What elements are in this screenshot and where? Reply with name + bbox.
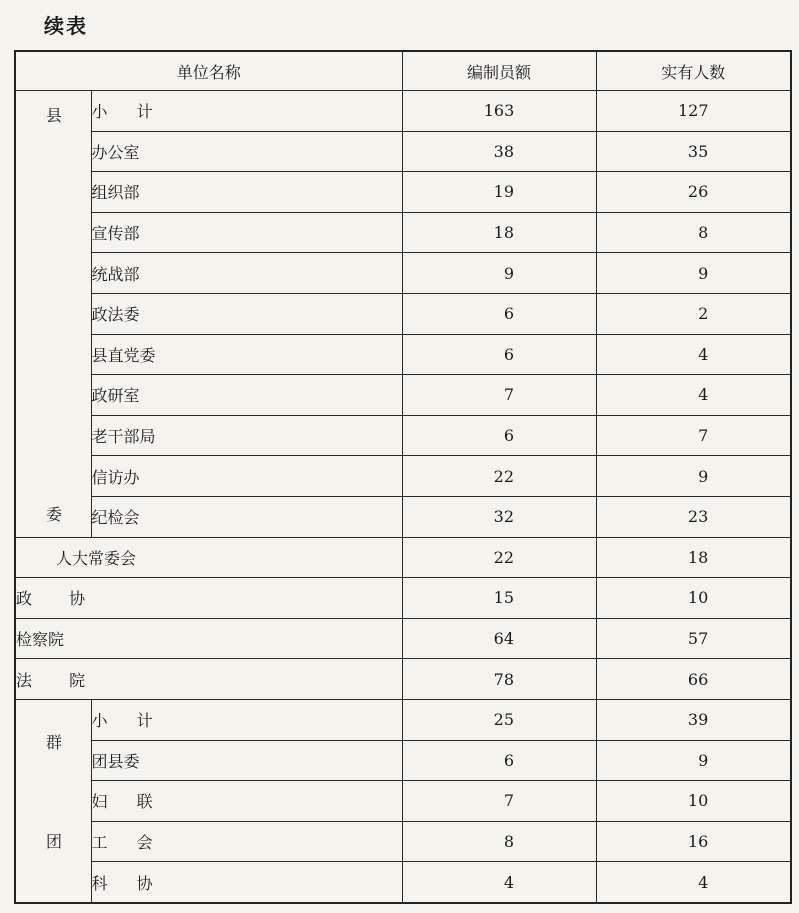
table-row <box>15 456 791 497</box>
staffing-table <box>14 50 792 904</box>
table-row <box>15 334 791 375</box>
table-header-row <box>15 51 791 91</box>
row-quota: 6 <box>402 293 596 334</box>
table-row <box>15 212 791 253</box>
group-label-mass-organizations <box>15 699 91 902</box>
row-quota: 8 <box>402 821 596 862</box>
row-actual: 57 <box>596 618 791 659</box>
row-actual: 127 <box>596 91 791 132</box>
row-name: 小 计 <box>91 91 402 132</box>
row-quota: 19 <box>402 172 596 213</box>
row-name: 政法委 <box>91 293 402 334</box>
row-actual: 39 <box>596 699 791 740</box>
row-actual: 23 <box>596 496 791 537</box>
group-label-bottom: 团 <box>46 831 63 851</box>
row-name: 科 协 <box>91 862 402 903</box>
row-quota: 163 <box>402 91 596 132</box>
table-row <box>15 253 791 294</box>
table-row <box>15 659 791 700</box>
table-row <box>15 293 791 334</box>
row-actual: 2 <box>596 293 791 334</box>
table-row <box>15 618 791 659</box>
row-actual: 4 <box>596 862 791 903</box>
page-title: 续表 <box>44 14 88 38</box>
row-name: 人大常委会 <box>15 537 402 578</box>
row-quota: 7 <box>402 375 596 416</box>
table-row <box>15 862 791 903</box>
row-quota: 38 <box>402 131 596 172</box>
table-row <box>15 131 791 172</box>
table-row <box>15 781 791 822</box>
row-quota: 32 <box>402 496 596 537</box>
row-quota: 25 <box>402 699 596 740</box>
table-row <box>15 578 791 619</box>
table-row <box>15 91 791 132</box>
row-name: 工 会 <box>91 821 402 862</box>
table-row <box>15 699 791 740</box>
header-unit-name: 单位名称 <box>15 51 402 91</box>
row-actual: 9 <box>596 740 791 781</box>
table-row <box>15 375 791 416</box>
row-name: 检察院 <box>15 618 402 659</box>
header-actual: 实有人数 <box>596 51 791 91</box>
row-quota: 64 <box>402 618 596 659</box>
row-quota: 78 <box>402 659 596 700</box>
group-label-top: 县 <box>46 106 63 125</box>
group-label-bottom: 委 <box>46 504 63 524</box>
table-row <box>15 740 791 781</box>
row-name: 老干部局 <box>91 415 402 456</box>
row-name: 县直党委 <box>91 334 402 375</box>
group-label-top: 群 <box>46 732 63 752</box>
row-actual: 9 <box>596 253 791 294</box>
row-actual: 16 <box>596 821 791 862</box>
row-name: 办公室 <box>91 131 402 172</box>
row-quota: 22 <box>402 456 596 497</box>
row-actual: 9 <box>596 456 791 497</box>
row-quota: 22 <box>402 537 596 578</box>
row-name: 组织部 <box>91 172 402 213</box>
table-row <box>15 821 791 862</box>
row-quota: 4 <box>402 862 596 903</box>
row-quota: 6 <box>402 334 596 375</box>
row-quota: 9 <box>402 253 596 294</box>
row-actual: 18 <box>596 537 791 578</box>
row-name: 政研室 <box>91 375 402 416</box>
row-name: 统战部 <box>91 253 402 294</box>
row-name: 团县委 <box>91 740 402 781</box>
row-name: 法 院 <box>15 659 402 700</box>
group-label-county-committee <box>15 91 91 538</box>
row-name: 纪检会 <box>91 496 402 537</box>
row-quota: 15 <box>402 578 596 619</box>
table-row <box>15 415 791 456</box>
row-actual: 26 <box>596 172 791 213</box>
row-name: 信访办 <box>91 456 402 497</box>
row-actual: 66 <box>596 659 791 700</box>
row-actual: 7 <box>596 415 791 456</box>
table-row <box>15 496 791 537</box>
row-quota: 6 <box>402 415 596 456</box>
row-quota: 7 <box>402 781 596 822</box>
row-actual: 4 <box>596 334 791 375</box>
table-row <box>15 172 791 213</box>
row-name: 小 计 <box>91 699 402 740</box>
header-quota: 编制员额 <box>402 51 596 91</box>
row-quota: 6 <box>402 740 596 781</box>
row-actual: 10 <box>596 578 791 619</box>
row-actual: 35 <box>596 131 791 172</box>
row-name: 政 协 <box>15 578 402 619</box>
row-name: 妇 联 <box>91 781 402 822</box>
row-quota: 18 <box>402 212 596 253</box>
row-actual: 10 <box>596 781 791 822</box>
row-actual: 8 <box>596 212 791 253</box>
row-actual: 4 <box>596 375 791 416</box>
row-name: 宣传部 <box>91 212 402 253</box>
table-row <box>15 537 791 578</box>
